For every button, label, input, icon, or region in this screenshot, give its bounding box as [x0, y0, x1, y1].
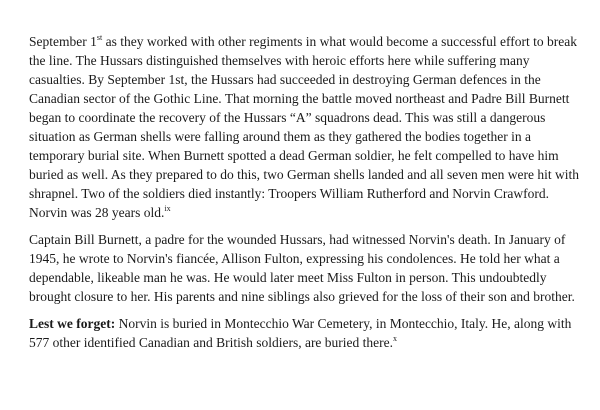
lest-we-forget-heading: Lest we forget:: [29, 316, 116, 331]
footnote-marker: ix: [164, 203, 171, 213]
paragraph-text: September 1: [29, 34, 97, 49]
paragraph-text: Captain Bill Burnett, a padre for the wounded Hussars, had witnessed Norvin's death. In January of 1945, he wrote to Norvin's fiancée, Allison Fulton, expressing his condolences. He told her what a dependable, likeable man he was. He would later meet Miss Fulton in person. This undoubtedly brought closure to her. His parents and nine siblings also grieved for the loss of their son and brother.: [29, 232, 575, 304]
paragraph-text: Norvin is buried in Montecchio War Cemetery, in Montecchio, Italy. He, along with 577 other identified Canadian and British soldiers, are buried there.: [29, 316, 572, 350]
footnote-marker: x: [393, 333, 398, 343]
paragraph-padre-letter: [29, 230, 582, 306]
document-body: [29, 32, 582, 360]
paragraph-lest-we-forget: [29, 314, 582, 352]
ordinal-suffix: st: [96, 32, 103, 42]
paragraph-recovery-of-dead: [29, 32, 582, 222]
paragraph-text: as they worked with other regiments in what would become a successful effort to break the line. The Hussars distinguished themselves with heroic efforts here while suffering many casualties. By September 1st, the Hussars had succeeded in destroying German defences in the Canadian sector of the Gothic Line. That morning the battle moved northeast and Padre Bill Burnett began to coordinate the recovery of the Hussars “A” squadrons dead. This was still a dangerous situation as German shells were falling around them as they gathered the bodies together in a temporary burial site. When Burnett spotted a dead German soldier, he felt compelled to have him buried as well. As they prepared to do this, two German shells landed and all seven men were hit with shrapnel. Two of the soldiers died instantly: Troopers William Rutherford and Norvin Crawford. Norvin was 28 years old.: [29, 34, 579, 220]
